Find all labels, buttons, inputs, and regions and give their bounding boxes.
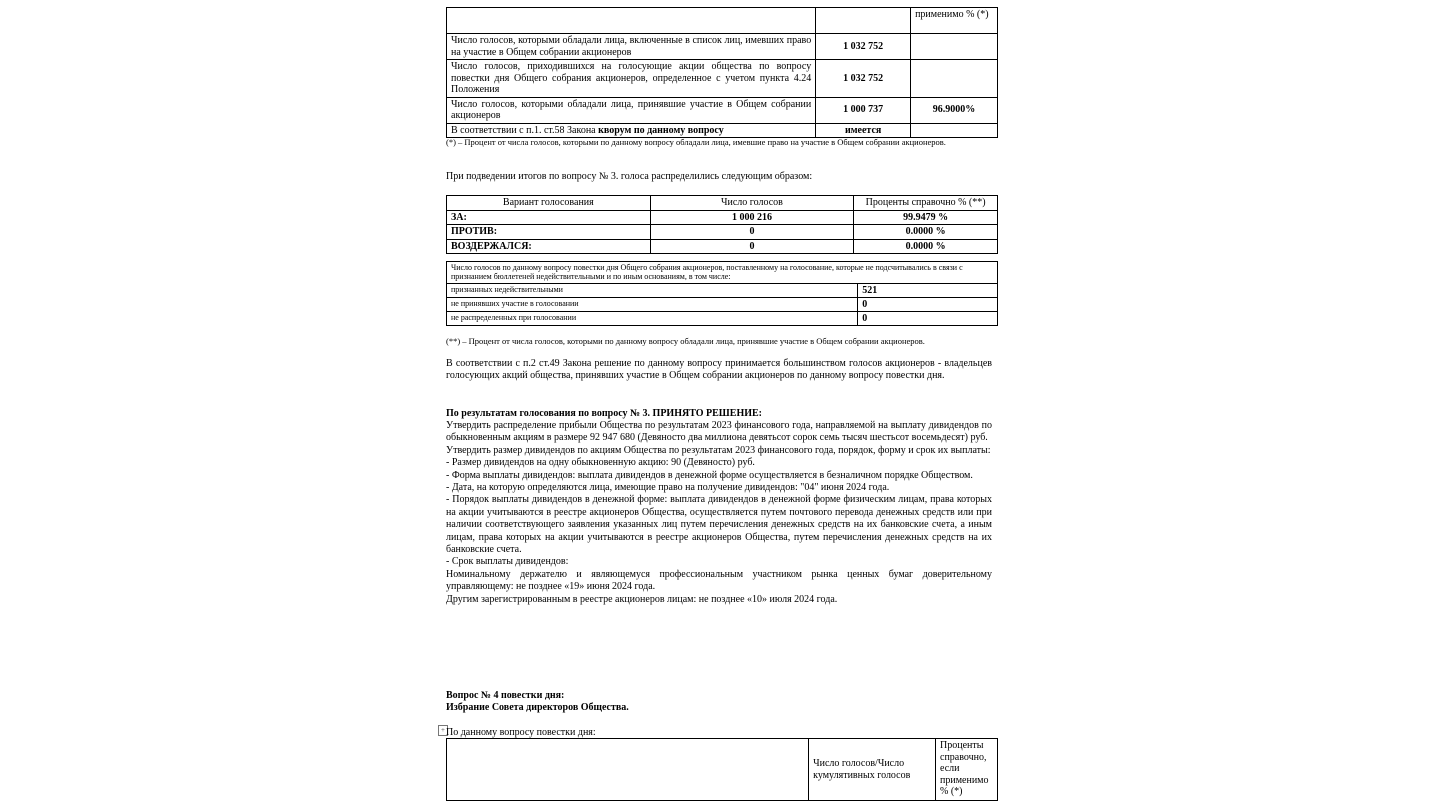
table-move-handle-icon[interactable]: +	[438, 725, 448, 736]
table-row	[447, 60, 998, 98]
quorum-votes: 1 000 737	[816, 97, 911, 123]
decision-body	[446, 420, 992, 606]
quorum-pct	[911, 34, 998, 60]
table-row	[447, 34, 998, 60]
quorum-votes: 1 032 752	[816, 60, 911, 98]
invalid-value: 521	[858, 284, 998, 298]
table-row	[447, 284, 998, 298]
question-4-table	[446, 738, 998, 801]
q4-header-pct: Проценты справочно, если применимо % (*)	[936, 739, 998, 801]
table-row	[447, 97, 998, 123]
invalid-label: не распределенных при голосовании	[447, 312, 858, 326]
decision-line: Утвердить распределение прибыли Общества по результатам 2023 финансового года, направляемой на выплату дивидендов по обыкновенным акциям в размере 92 947 680 (Девяносто два миллиона девятьсот сорок семь тысяч шестьсот восемьдесят) руб.	[446, 420, 992, 444]
footnote-1: (*) – Процент от числа голосов, которыми по данному вопросу обладали лица, имевшие право на участие в Общем собрании акционеров.	[446, 137, 946, 147]
quorum-pct: 96.9000%	[911, 97, 998, 123]
quorum-conclusion-value: имеется	[816, 123, 911, 138]
quorum-label: Число голосов, которыми обладали лица, принявшие участие в Общем собрании акционеров	[447, 97, 816, 123]
vote-count: 1 000 216	[650, 210, 854, 225]
decision-line: - Дата, на которую определяются лица, имеющие право на получение дивидендов: "04" июня 2024 года.	[446, 482, 890, 494]
quorum-table	[446, 7, 998, 138]
decision-line: - Порядок выплаты дивидендов в денежной форме: выплата дивидендов в денежной форме физическим лицам, права которых на акции учитываются в реестре акционеров Общества, осуществляется путем почтового перевода денежных средств или при наличии соответствующего заявления указанных лиц путем перечисления денежных средств на их банковские счета, а иным лицам, права которых на акции учитываются в реестре акционеров Общества, путем перечисления денежных средств на их банковские счета.	[446, 494, 992, 556]
invalid-header-row	[447, 262, 998, 284]
vote-option: ВОЗДЕРЖАЛСЯ:	[447, 239, 651, 254]
intro-question-3: При подведении итогов по вопросу № 3. голоса распределились следующим образом:	[446, 171, 813, 182]
footnote-2: (**) – Процент от числа голосов, которыми по данному вопросу обладали лица, принявшие участие в Общем собрании акционеров.	[446, 336, 925, 346]
vote-pct: 0.0000 %	[854, 225, 998, 240]
question-4-title: Вопрос № 4 повестки дня:	[446, 690, 565, 701]
q4-header-votes: Число голосов/Число кумулятивных голосов	[809, 739, 936, 801]
vote-count: 0	[650, 225, 854, 240]
table-row	[447, 239, 998, 254]
decision-line: Другим зарегистрированным в реестре акционеров лицам: не позднее «10» июля 2024 года.	[446, 593, 838, 605]
invalid-ballots-table	[446, 261, 998, 326]
quorum-votes: 1 032 752	[816, 34, 911, 60]
table-row	[447, 298, 998, 312]
table-row	[447, 210, 998, 225]
vote-pct: 99.9479 %	[854, 210, 998, 225]
quorum-label: Число голосов, которыми обладали лица, включенные в список лиц, имевших право на участие в Общем собрании акционеров	[447, 34, 816, 60]
votes-header-option: Вариант голосования	[447, 196, 651, 211]
quorum-pct	[911, 60, 998, 98]
vote-pct: 0.0000 %	[854, 239, 998, 254]
quorum-label: Число голосов, приходившихся на голосующие акции общества по вопросу повестки дня Общего собрания акционеров, определенное с учетом пункта 4.24 Положения	[447, 60, 816, 98]
votes-header-pct: Проценты справочно % (**)	[854, 196, 998, 211]
table-row	[447, 312, 998, 326]
invalid-label: не принявших участие в голосовании	[447, 298, 858, 312]
quorum-header-row	[447, 8, 998, 34]
table-row	[447, 123, 998, 138]
invalid-value: 0	[858, 312, 998, 326]
question-4-intro: По данному вопросу повестки дня:	[446, 727, 596, 738]
vote-count: 0	[650, 239, 854, 254]
decision-basis: В соответствии с п.2 ст.49 Закона решение по данному вопросу принимается большинством голосов акционеров - владельцев голосующих акций общества, принявших участие в Общем собрании акционеров по данному вопросу повестки дня.	[446, 358, 992, 382]
decision-line: - Размер дивидендов на одну обыкновенную акцию: 90 (Девяносто) руб.	[446, 457, 755, 469]
decision-line: - Форма выплаты дивидендов: выплата дивидендов в денежной форме осуществляется в безналичном порядке Обществом.	[446, 469, 973, 481]
decision-line: - Срок выплаты дивидендов:	[446, 556, 569, 568]
votes-header-count: Число голосов	[650, 196, 854, 211]
invalid-header: Число голосов по данному вопросу повестки дня Общего собрания акционеров, поставленному на голосование, которые не подсчитывались в связи с признанием бюллетеней недействительными и по иным основаниям, в том числе:	[447, 262, 998, 284]
quorum-header-pct: применимо % (*)	[911, 8, 998, 34]
question-4-subtitle: Избрание Совета директоров Общества.	[446, 702, 629, 713]
decision-line: Номинальному держателю и являющемуся профессиональным участником рынка ценных бумаг доверительному управляющему: не позднее «19» июня 2024 года.	[446, 568, 992, 593]
vote-option: ЗА:	[447, 210, 651, 225]
votes-header-row	[447, 196, 998, 211]
decision-line: Утвердить размер дивидендов по акциям Общества по результатам 2023 финансового года, порядок, форму и срок их выплаты:	[446, 444, 991, 456]
decision-title: По результатам голосования по вопросу № 3. ПРИНЯТО РЕШЕНИЕ:	[446, 408, 763, 419]
vote-option: ПРОТИВ:	[447, 225, 651, 240]
q4-header-row	[447, 739, 998, 801]
votes-table	[446, 195, 998, 254]
table-row	[447, 225, 998, 240]
invalid-label: признанных недействительными	[447, 284, 858, 298]
invalid-value: 0	[858, 298, 998, 312]
quorum-conclusion: В соответствии с п.1. ст.58 Закона кворум по данному вопросу	[447, 123, 816, 138]
